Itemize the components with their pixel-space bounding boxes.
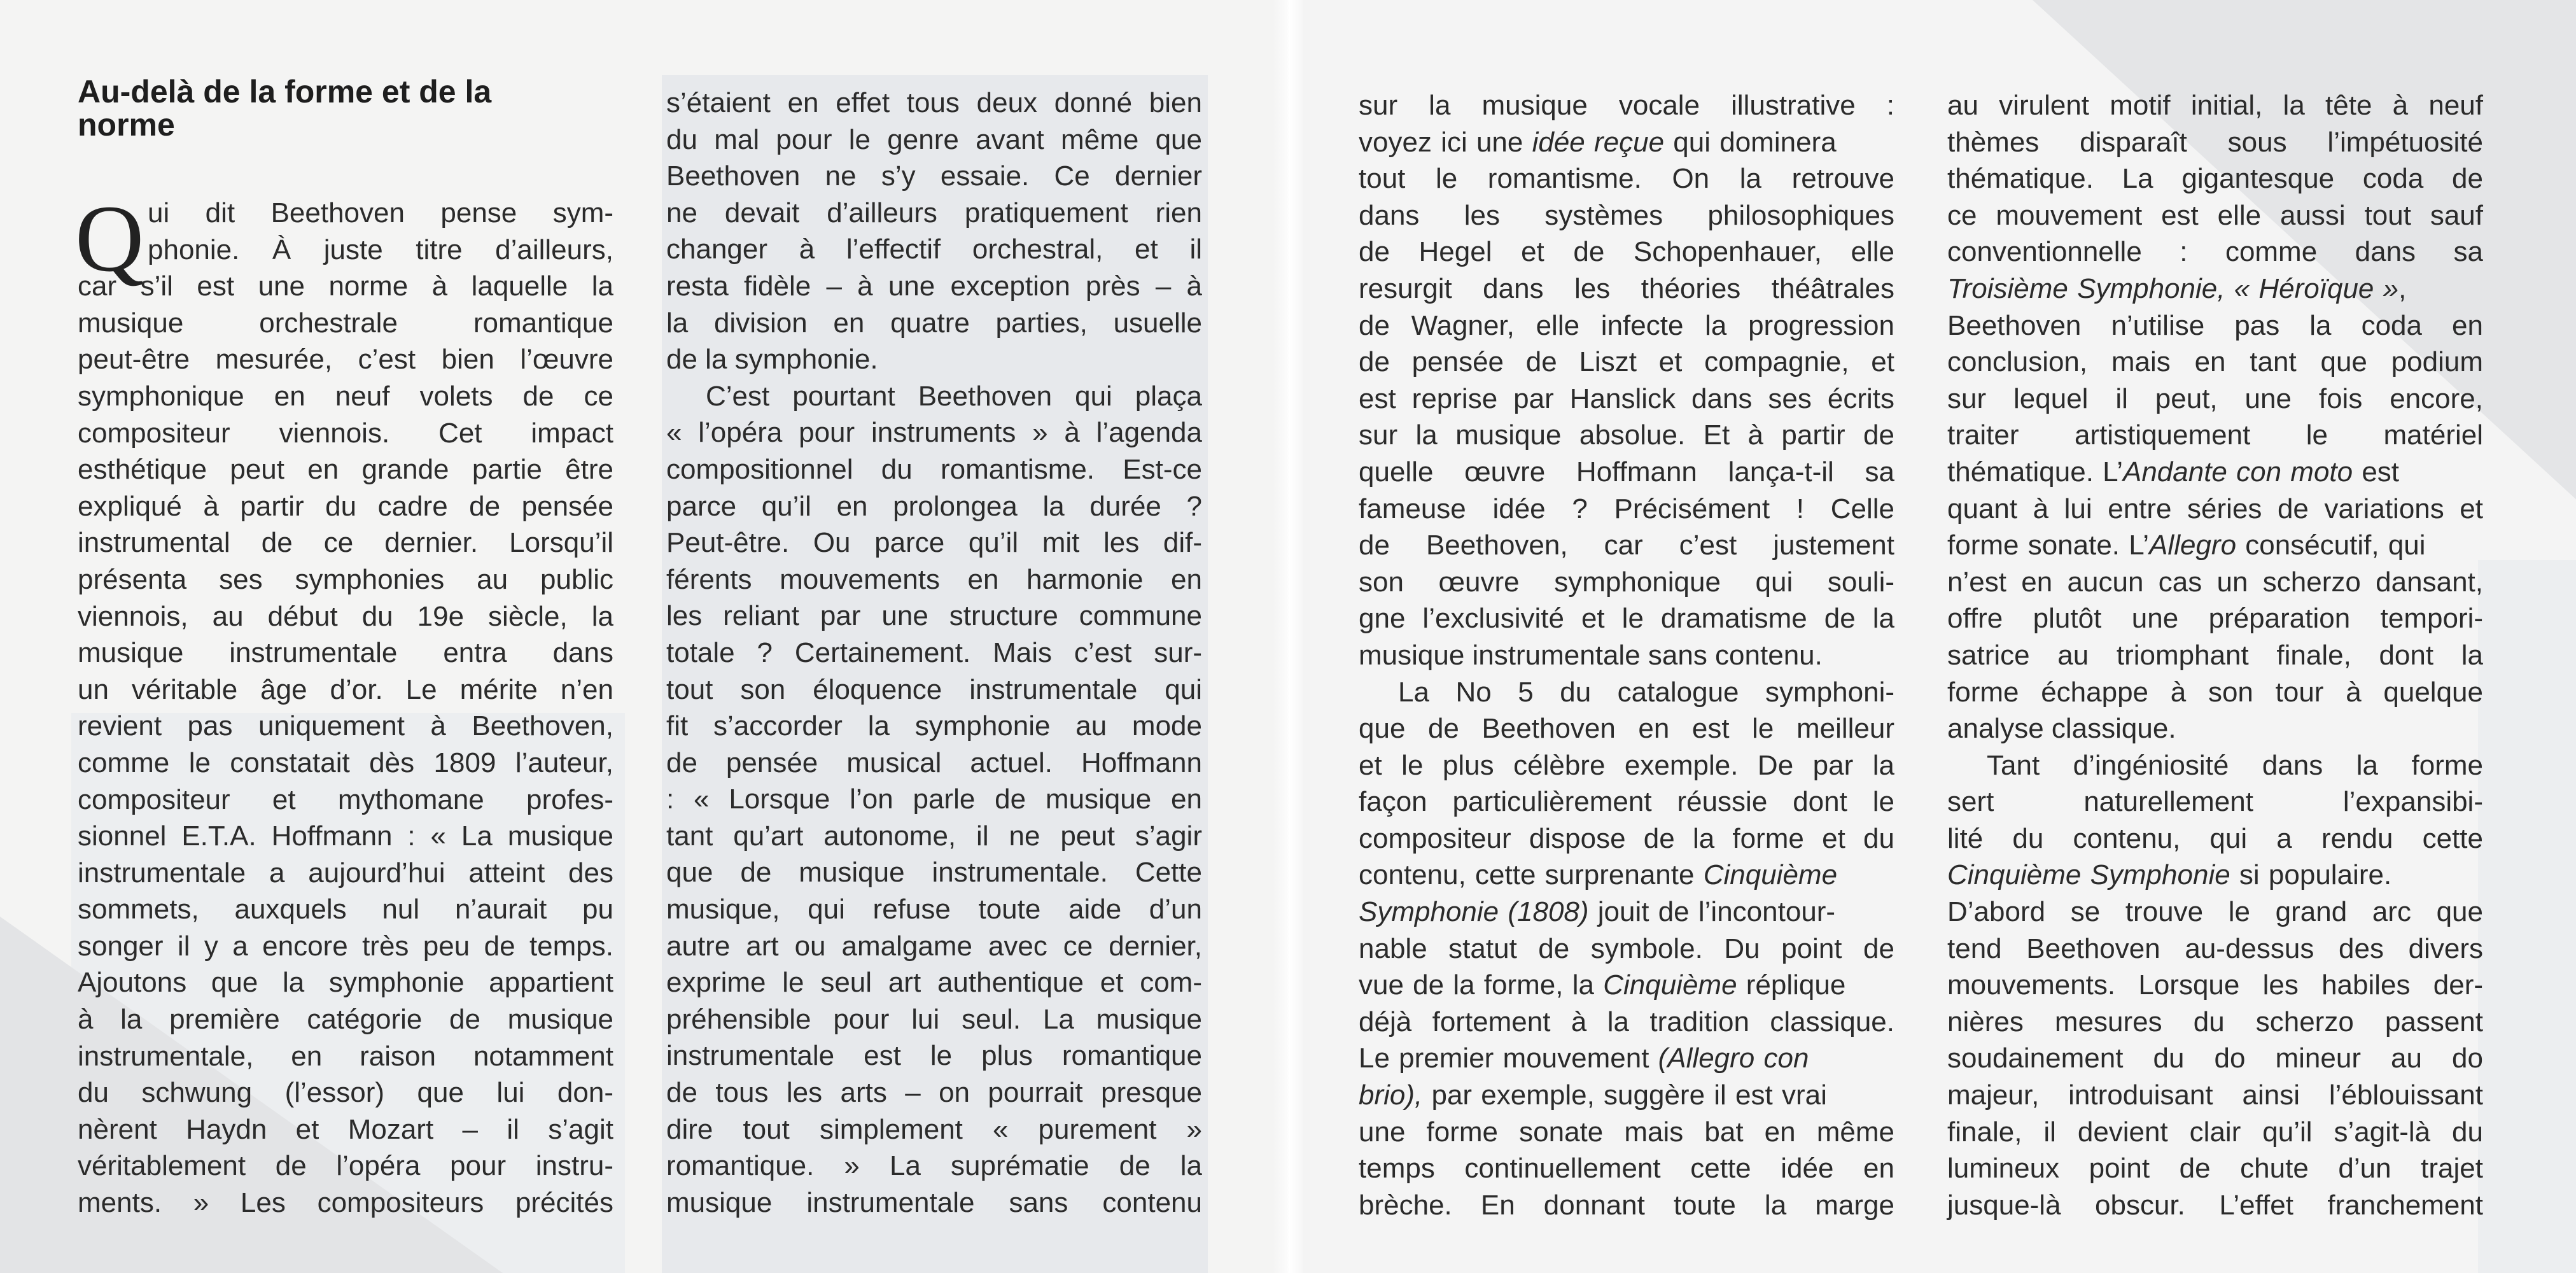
left-page-column-2 bbox=[666, 85, 1202, 1221]
italic-title: brio), bbox=[1359, 1080, 1423, 1111]
text-line: de la symphonie. bbox=[666, 344, 878, 376]
text-line: ments. » Les compositeurs précités bbox=[78, 1187, 613, 1219]
text-line: déjà fortement à la tradition classique. bbox=[1359, 1006, 1894, 1037]
text-line: : « Lorsque l’on parle de musique en bbox=[666, 784, 1202, 815]
text-line: analyse classique. bbox=[1947, 713, 2176, 745]
text-line: ce mouvement est elle aussi tout sauf bbox=[1947, 199, 2483, 231]
text-line: véritablement de l’opéra pour instru- bbox=[78, 1150, 613, 1182]
text-line: traiter artistiquement le matériel bbox=[1947, 419, 2483, 451]
text-line: songer il y a encore très peu de temps. bbox=[78, 930, 613, 962]
text-line: tout son éloquence instrumentale qui bbox=[666, 673, 1202, 705]
text-line: resurgit dans les théories théâtrales bbox=[1359, 272, 1894, 304]
text-line: de pensée de Liszt et compagnie, et bbox=[1359, 346, 1894, 378]
text-line: soudainement du do mineur au do bbox=[1947, 1043, 2483, 1074]
italic-title: idée reçue bbox=[1532, 126, 1665, 158]
text-run: vue de la forme, la bbox=[1359, 969, 1604, 1001]
text-line: s’étaient en effet tous deux donné bien bbox=[666, 87, 1202, 118]
text-line: de tous les arts – on pourrait presque bbox=[666, 1077, 1202, 1109]
text-line: esthétique peut en grande partie être bbox=[78, 454, 613, 486]
text-line: phonie. À juste titre d’ailleurs, bbox=[148, 234, 613, 265]
text-line bbox=[1359, 124, 1894, 161]
text-line: autre art ou amalgame avec ce dernier, bbox=[666, 930, 1202, 962]
text-line: instrumentale a aujourd’hui atteint des bbox=[78, 857, 613, 889]
drop-cap: Q bbox=[75, 186, 144, 292]
text-line: musique, qui refuse toute aide d’un bbox=[666, 894, 1202, 925]
text-line: parce qu’il en prolongea la durée ? bbox=[666, 490, 1202, 522]
text-line: au virulent motif initial, la tête à neuf bbox=[1947, 90, 2483, 121]
text-line: de pensée musical actuel. Hoffmann bbox=[666, 747, 1202, 778]
text-line: ne devait d’ailleurs pratiquement rien bbox=[666, 197, 1202, 229]
text-run: forme sonate. L’ bbox=[1947, 530, 2150, 561]
book-spine-fold bbox=[1273, 0, 1303, 1273]
text-line: est reprise par Hanslick dans ses écrits bbox=[1359, 383, 1894, 414]
text-line: changer à l’effectif orchestral, et il bbox=[666, 234, 1202, 265]
text-line bbox=[1947, 527, 2483, 564]
section-heading bbox=[78, 75, 625, 141]
text-line: finale, il devient clair qu’il s’agit-là du bbox=[1947, 1116, 2483, 1148]
text-line: instrumentale est le plus romantique bbox=[666, 1040, 1202, 1072]
text-line: sur la musique absolue. Et à partir de bbox=[1359, 419, 1894, 451]
text-line bbox=[1947, 857, 2483, 894]
italic-title: Troisième Symphonie, « Héroïque » bbox=[1947, 272, 2399, 304]
text-line: brèche. En donnant toute la marge bbox=[1359, 1189, 1894, 1221]
text-line: dire tout simplement « purement » bbox=[666, 1113, 1202, 1145]
text-line: que de musique instrumentale. Cette bbox=[666, 857, 1202, 889]
text-line: nable statut de symbole. Du point de bbox=[1359, 932, 1894, 964]
text-line: conventionnelle : comme dans sa bbox=[1947, 236, 2483, 268]
text-line: car s’il est une norme à laquelle la bbox=[78, 271, 613, 302]
text-line: fit s’accorder la symphonie au mode bbox=[666, 710, 1202, 742]
text-line: dans les systèmes philosophiques bbox=[1359, 199, 1894, 231]
text-line: du schwung (l’essor) que lui don- bbox=[78, 1077, 613, 1109]
text-line: C’est pourtant Beethoven qui plaça bbox=[706, 380, 1202, 412]
text-line: façon particulièrement réussie dont le bbox=[1359, 786, 1894, 818]
text-line: D’abord se trouve le grand arc que bbox=[1947, 896, 2483, 928]
text-line: tant qu’art autonome, il ne peut s’agir bbox=[666, 820, 1202, 852]
text-line: n’est en aucun cas un scherzo dansant, bbox=[1947, 566, 2483, 598]
text-line: Ajoutons que la symphonie appartient bbox=[78, 967, 613, 999]
text-line: sionnel E.T.A. Hoffmann : « La musique bbox=[78, 820, 613, 852]
text-line: Peut-être. Ou parce qu’il mit les dif- bbox=[666, 527, 1202, 559]
text-line: Tant d’ingéniosité dans la forme bbox=[1987, 749, 2483, 781]
text-line bbox=[1359, 1040, 1894, 1077]
text-line: compositeur dispose de la forme et du bbox=[1359, 822, 1894, 854]
right-page-column-2 bbox=[1947, 87, 2483, 1223]
text-run: contenu, cette surprenante bbox=[1359, 859, 1704, 891]
text-line: musique instrumentale entra dans bbox=[78, 637, 613, 669]
text-line: de Beethoven, car c’est justement bbox=[1359, 530, 1894, 561]
right-column-background-panel bbox=[2478, 560, 2576, 1273]
text-line: La No 5 du catalogue symphoni- bbox=[1398, 676, 1894, 708]
left-page-column-1 bbox=[78, 195, 613, 1221]
text-line: présenta ses symphonies au public bbox=[78, 563, 613, 595]
text-run: est bbox=[2353, 456, 2400, 488]
text-line: les reliant par une structure commune bbox=[666, 600, 1202, 632]
text-line: offre plutôt une préparation tempori- bbox=[1947, 603, 2483, 635]
text-line: gne l’exclusivité et le dramatisme de la bbox=[1359, 603, 1894, 635]
text-line: viennois, au début du 19e siècle, la bbox=[78, 600, 613, 632]
text-run: par exemple, suggère il est vrai bbox=[1422, 1080, 1827, 1111]
text-run: thématique. L’ bbox=[1947, 456, 2123, 488]
text-line bbox=[1359, 857, 1894, 894]
text-line: sur la musique vocale illustrative : bbox=[1359, 90, 1894, 121]
right-page-column-1 bbox=[1359, 87, 1894, 1223]
text-line: temps continuellement cette idée en bbox=[1359, 1153, 1894, 1185]
italic-title: Cinquième bbox=[1703, 859, 1838, 891]
text-run: qui dominera bbox=[1664, 126, 1837, 158]
text-line: musique orchestrale romantique bbox=[78, 307, 613, 339]
text-line: comme le constatait dès 1809 l’auteur, bbox=[78, 747, 613, 778]
text-line: resta fidèle – à une exception près – à bbox=[666, 270, 1202, 302]
italic-title: (Allegro con bbox=[1658, 1043, 1809, 1074]
text-line: du mal pour le genre avant même que bbox=[666, 123, 1202, 155]
text-line: sert naturellement l’expansibi- bbox=[1947, 786, 2483, 818]
text-line bbox=[1947, 271, 2483, 307]
text-line: instrumental de ce dernier. Lorsqu’il bbox=[78, 527, 613, 559]
italic-title: Symphonie (1808) bbox=[1359, 896, 1589, 928]
text-line: lité du contenu, qui a rendu cette bbox=[1947, 822, 2483, 854]
text-line bbox=[1359, 1077, 1894, 1114]
text-line: compositeur et mythomane profes- bbox=[78, 784, 613, 815]
text-line: préhensible pour lui seul. La musique bbox=[666, 1003, 1202, 1035]
text-line: une forme sonate mais bat en même bbox=[1359, 1116, 1894, 1148]
text-line: totale ? Certainement. Mais c’est sur- bbox=[666, 636, 1202, 668]
text-line: compositionnel du romantisme. Est-ce bbox=[666, 453, 1202, 485]
text-line: ui dit Beethoven pense sym- bbox=[148, 197, 613, 229]
text-line: mouvements. Lorsque les habiles der- bbox=[1947, 969, 2483, 1001]
italic-title: Allegro bbox=[2149, 530, 2237, 561]
italic-title: Andante con moto bbox=[2122, 456, 2353, 488]
text-line: fameuse idée ? Précisément ! Celle bbox=[1359, 493, 1894, 524]
text-run: jouit de l’incontour- bbox=[1588, 896, 1836, 928]
text-line: et le plus célèbre exemple. De par la bbox=[1359, 749, 1894, 781]
text-line: lumineux point de chute d’un trajet bbox=[1947, 1153, 2483, 1185]
text-line: tend Beethoven au-dessus des divers bbox=[1947, 932, 2483, 964]
text-run: Le premier mouvement bbox=[1359, 1043, 1658, 1074]
text-line: un véritable âge d’or. Le mérite n’en bbox=[78, 673, 613, 705]
text-run: si populaire. bbox=[2230, 859, 2392, 891]
text-line: férents mouvements en harmonie en bbox=[666, 563, 1202, 595]
text-line: musique instrumentale sans contenu. bbox=[1359, 639, 1823, 671]
text-line: de Hegel et de Schopenhauer, elle bbox=[1359, 236, 1894, 268]
text-line: quant à lui entre séries de variations et bbox=[1947, 493, 2483, 524]
heading-line: norme bbox=[78, 107, 175, 143]
text-line: que de Beethoven en est le meilleur bbox=[1359, 713, 1894, 745]
text-line: thèmes disparaît sous l’impétuosité bbox=[1947, 126, 2483, 158]
text-line: la division en quatre parties, usuelle bbox=[666, 307, 1202, 339]
text-line: thématique. La gigantesque coda de bbox=[1947, 163, 2483, 195]
text-line: sommets, auxquels nul n’aurait pu bbox=[78, 894, 613, 925]
text-line: instrumentale, en raison notamment bbox=[78, 1040, 613, 1072]
text-line: majeur, introduisant ainsi l’éblouissant bbox=[1947, 1080, 2483, 1111]
text-line: satrice au triomphant finale, dont la bbox=[1947, 639, 2483, 671]
text-line: Beethoven ne s’y essaie. Ce dernier bbox=[666, 160, 1202, 192]
text-line: nèrent Haydn et Mozart – il s’agit bbox=[78, 1113, 613, 1145]
text-line bbox=[1359, 967, 1894, 1004]
text-line bbox=[1359, 894, 1894, 931]
text-line: exprime le seul art authentique et com- bbox=[666, 967, 1202, 999]
text-line: conclusion, mais en tant que podium bbox=[1947, 346, 2483, 378]
text-line: romantique. » La suprématie de la bbox=[666, 1150, 1202, 1182]
text-line: sur lequel il peut, une fois encore, bbox=[1947, 383, 2483, 414]
text-run: voyez ici une bbox=[1359, 126, 1532, 158]
italic-title: Cinquième Symphonie bbox=[1947, 859, 2230, 891]
text-line: à la première catégorie de musique bbox=[78, 1004, 613, 1036]
text-run: consécutif, qui bbox=[2236, 530, 2426, 561]
text-line: son œuvre symphonique qui souli- bbox=[1359, 566, 1894, 598]
heading-line: Au-delà de la forme et de la bbox=[78, 74, 492, 109]
text-line: nières mesures du scherzo passent bbox=[1947, 1006, 2483, 1037]
text-line: tout le romantisme. On la retrouve bbox=[1359, 163, 1894, 195]
text-run: , bbox=[2398, 272, 2407, 304]
text-line bbox=[1947, 454, 2483, 491]
italic-title: Cinquième bbox=[1603, 969, 1737, 1001]
text-line: Beethoven n’utilise pas la coda en bbox=[1947, 309, 2483, 341]
text-line: peut-être mesurée, c’est bien l’œuvre bbox=[78, 344, 613, 376]
text-line: de Wagner, elle infecte la progression bbox=[1359, 309, 1894, 341]
text-line: « l’opéra pour instruments » à l’agenda bbox=[666, 417, 1202, 449]
text-line: symphonique en neuf volets de ce bbox=[78, 380, 613, 412]
text-run: réplique bbox=[1737, 969, 1846, 1001]
text-line: jusque-là obscur. L’effet franchement bbox=[1947, 1189, 2483, 1221]
text-line: quelle œuvre Hoffmann lança-t-il sa bbox=[1359, 456, 1894, 488]
text-line: compositeur viennois. Cet impact bbox=[78, 417, 613, 449]
text-line: revient pas uniquement à Beethoven, bbox=[78, 710, 613, 742]
text-line: forme échappe à son tour à quelque bbox=[1947, 676, 2483, 708]
text-line: expliqué à partir du cadre de pensée bbox=[78, 490, 613, 522]
text-line: musique instrumentale sans contenu bbox=[666, 1186, 1202, 1218]
right-page bbox=[1288, 0, 2576, 1273]
